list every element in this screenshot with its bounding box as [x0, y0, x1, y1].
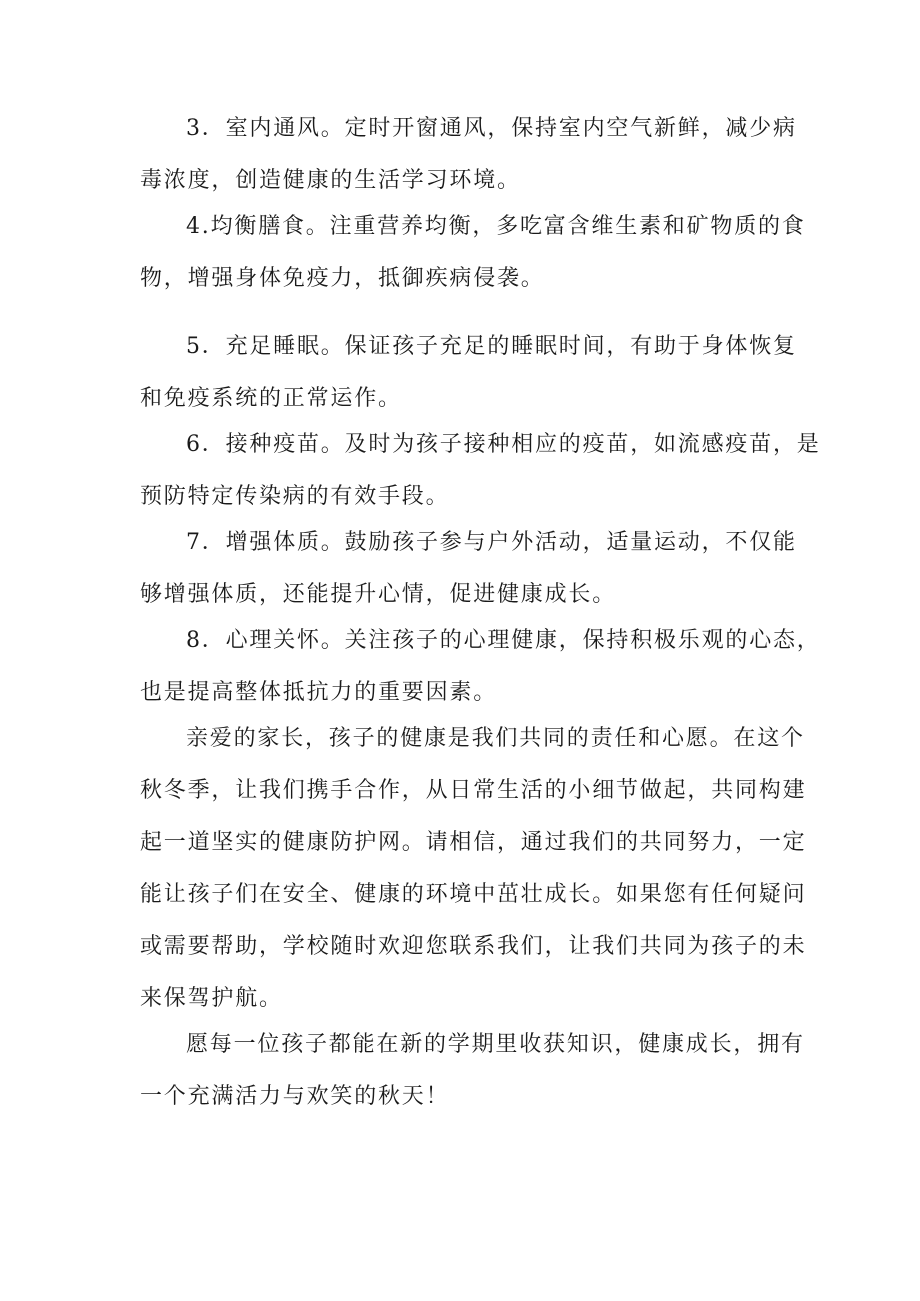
text-line: 一个充满活力与欢笑的秋天！ — [140, 1084, 450, 1109]
text-line: 物，增强身体免疫力，抵御疾病侵袭。 — [140, 266, 545, 291]
text-line: 起一道坚实的健康防护网。请相信，通过我们的共同努力，一定 — [140, 830, 807, 855]
text-line: 或需要帮助，学校随时欢迎您联系我们，让我们共同为孩子的未 — [140, 934, 807, 959]
text-line: 够增强体质，还能提升心情，促进健康成长。 — [140, 582, 617, 607]
text-line: 8．心理关怀。关注孩子的心理健康，保持积极乐观的心态， — [186, 628, 821, 653]
text-line: 3．室内通风。定时开窗通风，保持室内空气新鲜，减少病 — [186, 116, 797, 141]
text-line: 也是提高整体抵抗力的重要因素。 — [140, 680, 498, 705]
paragraph-vaccination — [140, 419, 821, 523]
text-line: 6．接种疫苗。及时为孩子接种相应的疫苗，如流感疫苗，是 — [186, 432, 821, 457]
text-line: 预防特定传染病的有效手段。 — [140, 484, 450, 509]
paragraph-balanced-diet — [140, 201, 806, 305]
text-line: 来保驾护航。 — [140, 986, 283, 1011]
text-line: 和免疫系统的正常运作。 — [140, 386, 402, 411]
paragraph-mental-care — [140, 615, 821, 719]
text-line: 7．增强体质。鼓励孩子参与户外活动，适量运动，不仅能 — [186, 530, 797, 555]
paragraph-parents-message — [140, 713, 807, 1025]
paragraph-sleep — [140, 321, 797, 425]
text-line: 毒浓度，创造健康的生活学习环境。 — [140, 168, 521, 193]
paragraph-fitness — [140, 517, 797, 621]
text-line: 5．充足睡眠。保证孩子充足的睡眠时间，有助于身体恢复 — [186, 334, 797, 359]
text-line: 亲爱的家长，孩子的健康是我们共同的责任和心愿。在这个 — [186, 726, 805, 751]
text-line: 4.均衡膳食。注重营养均衡，多吃富含维生素和矿物质的食 — [186, 214, 806, 239]
text-line: 愿每一位孩子都能在新的学期里收获知识，健康成长，拥有 — [186, 1032, 805, 1057]
paragraph-ventilation — [140, 103, 797, 207]
paragraph-closing-wish — [140, 1019, 805, 1123]
text-line: 能让孩子们在安全、健康的环境中茁壮成长。如果您有任何疑问 — [140, 882, 807, 907]
text-line: 秋冬季，让我们携手合作，从日常生活的小细节做起，共同构建 — [140, 778, 807, 803]
